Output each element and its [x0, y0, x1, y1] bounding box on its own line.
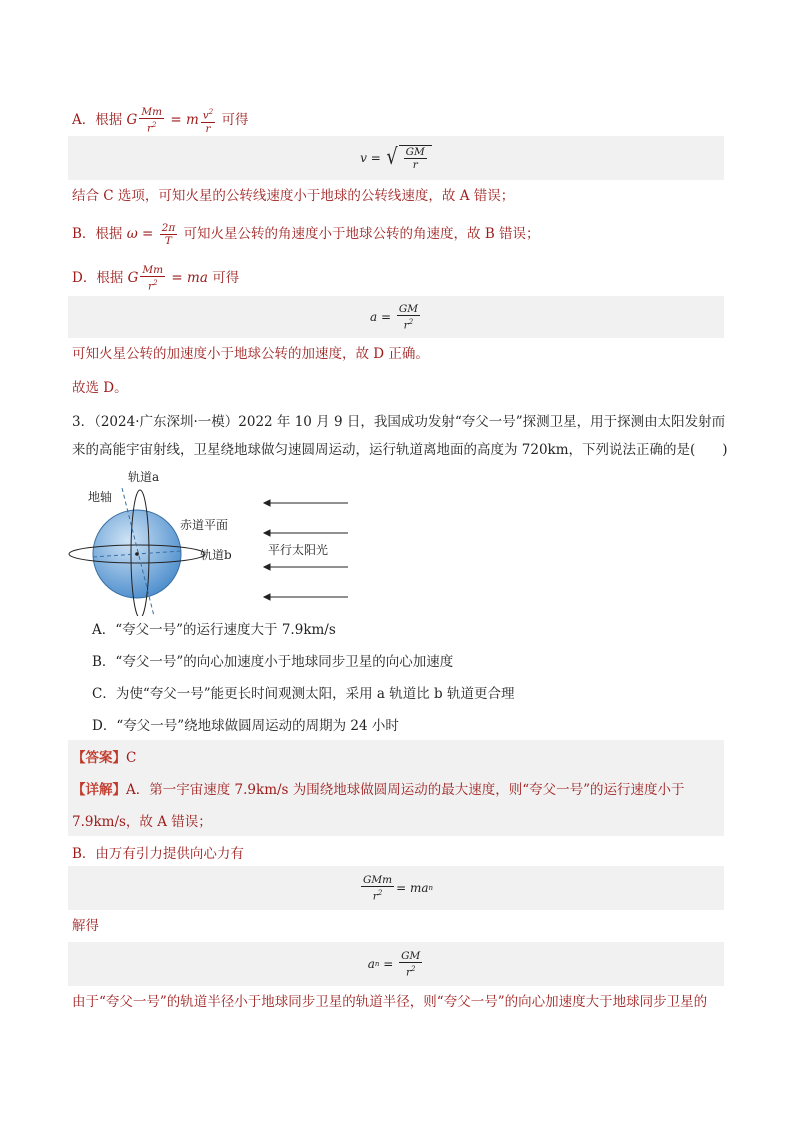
- detail-line-2: 7.9km/s，故 A 错误；: [72, 814, 212, 830]
- part-a-line: A．根据 G $\frac{Mm}{r^2}$ = m $\frac{v^2}{r}$ 可得: [72, 106, 249, 135]
- part-b-line: B．根据 ω = $\frac{2\pi}{T}$ 可知火星公转的角速度小于地球公转的角速度，故 B 错误；: [72, 222, 540, 247]
- fraction-2pi-t: $\frac{2\pi}{T}$: [161, 222, 176, 247]
- option-a: A．“夸父一号”的运行速度大于 7.9km/s: [92, 622, 336, 638]
- sqrt-gm-r: √ $\frac{GM}{r}$: [385, 145, 432, 171]
- question-3-line-2: 来的高能宇宙射线，卫星绕地球做匀速圆周运动，运行轨道离地面的高度为 720km，下列说法正确的是( ): [72, 442, 728, 458]
- formula-an-band: a n = $\frac{GM}{r^2}$: [68, 942, 724, 986]
- formula-gmm-band: $\frac{\text{GMm}}{r^2}$ = ma n: [68, 866, 724, 910]
- label-sunlight: 平行太阳光: [268, 543, 329, 557]
- fraction-mm-r2-d: $\frac{Mm}{r^2}$: [142, 264, 164, 293]
- option-d: D．“夸父一号”绕地球做圆周运动的周期为 24 小时: [92, 718, 399, 734]
- part-a-conclusion: 结合 C 选项，可知火星的公转线速度小于地球的公转线速度，故 A 错误；: [72, 188, 515, 204]
- label-orbit-a: 轨道a: [128, 470, 160, 484]
- detail-last-line: 由于“夸父一号”的轨道半径小于地球同步卫星的轨道半径，则“夸父一号”的向心加速度大于地球同步卫星的: [72, 994, 708, 1010]
- label-orbit-b: 轨道b: [200, 548, 232, 562]
- label-earth-axis: 地轴: [88, 490, 113, 504]
- label-equator-plane: 赤道平面: [180, 518, 229, 532]
- part-d-line: D．根据 G $\frac{Mm}{r^2}$ = ma 可得: [72, 264, 240, 293]
- formula-v-band: v = √ $\frac{GM}{r}$: [68, 136, 724, 180]
- option-c: C．为使“夸父一号”能更长时间观测太阳，采用 a 轨道比 b 轨道更合理: [92, 686, 515, 702]
- choose-line: 故选 D。: [72, 380, 128, 396]
- detail-line-3: B．由万有引力提供向心力有: [72, 846, 244, 862]
- option-b: B．“夸父一号”的向心加速度小于地球同步卫星的向心加速度: [92, 654, 454, 670]
- fraction-mm-r2: $\frac{Mm}{r^2}$: [141, 106, 163, 135]
- solve-line: 解得: [72, 918, 99, 934]
- fraction-v2-r: $\frac{v^2}{r}$: [202, 108, 214, 135]
- formula-a-band: a = $\frac{GM}{r^2}$: [68, 296, 724, 338]
- detail-line-1: 【详解】A．第一宇宙速度 7.9km/s 为围绕地球做圆周运动的最大速度，则“夸父一号”的运行速度小于: [72, 782, 685, 798]
- question-3-line-1: 3．（2024·广东深圳·一模）2022 年 10 月 9 日，我国成功发射“夸父一号”探测卫星，用于探测由太阳发射而: [72, 414, 726, 430]
- part-d-conclusion: 可知火星公转的加速度小于地球公转的加速度，故 D 正确。: [72, 346, 429, 362]
- answer-line: 【答案】C: [72, 750, 137, 766]
